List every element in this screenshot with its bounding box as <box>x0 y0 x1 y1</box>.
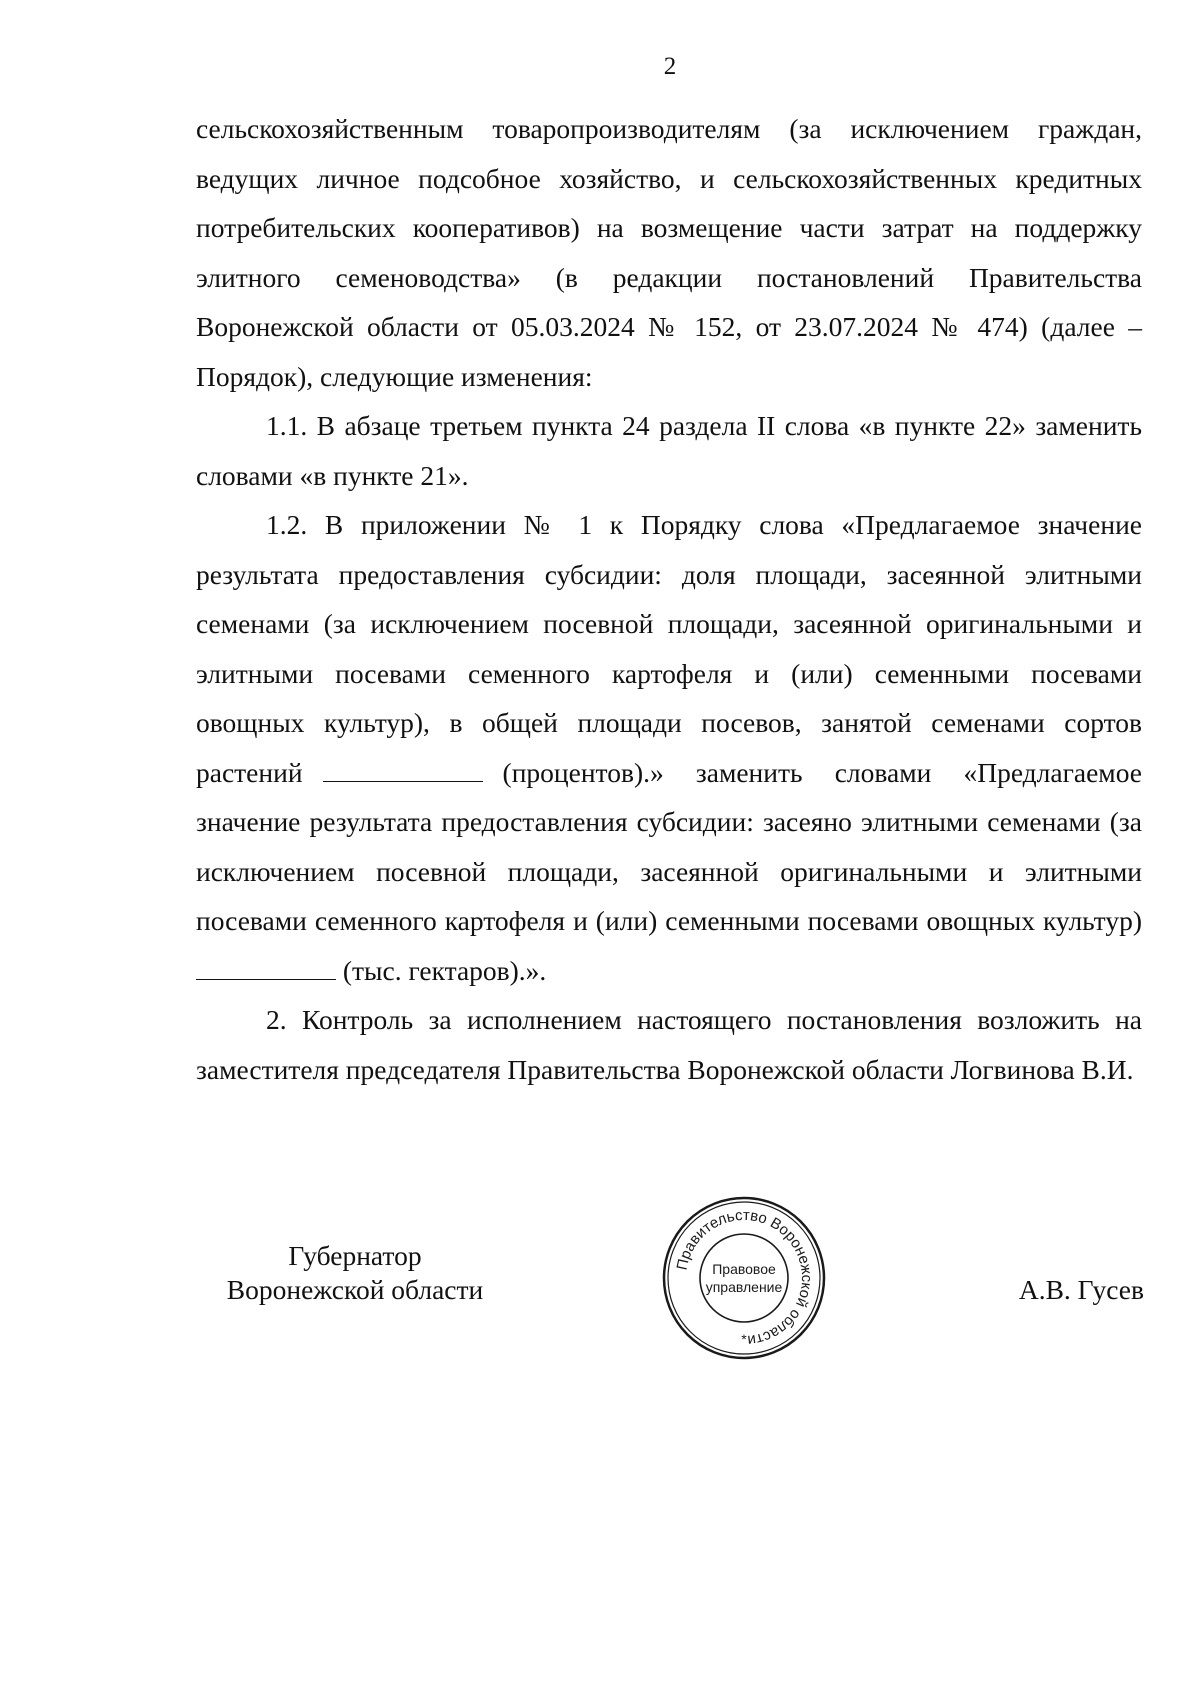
paragraph-continuation: сельскохозяйственным товаропроизводителям (за исключением граждан, ведущих личное подсобное хозяйство, и сельскохозяйственных кредитных потребительских кооперативов) на возмещение части затрат на поддержку элитного семеноводства» (в редакции постановлений Правительства Воронежской области от 05.03.2024 № 152, от 23.07.2024 № 474) (далее – Порядок), следующие изменения: <box>196 113 1142 392</box>
seal-graphic <box>660 1194 828 1362</box>
paragraph-1-2-part1: 1.2. В приложении № 1 к Порядку слова «Предлагаемое значение результата предоставления субсидии: доля площади, засеянной элитными семенами (за исключением посевной площади, засеянной оригинальными и элитными посевами семенного картофеля и (или) семенными посевами овощных культур), в общей площади посевов, занятой семенами сортов растений <box>196 509 1142 788</box>
paragraph-1-2 <box>196 500 1142 995</box>
signature-block <box>0 1206 1200 1365</box>
document-body <box>196 104 1142 1094</box>
signer-title <box>215 1239 495 1307</box>
paragraph-1-2-part2: (процентов).» заменить словами «Предлагаемое значение результата предоставления субсидии: засеяно элитными семенами (за исключением посевной площади, засеянной оригинальными и элитными посевами семенного картофеля и (или) семенными посевами овощных культур) <box>196 756 1142 936</box>
signer-title-line2: Воронежской области <box>226 1274 484 1305</box>
paragraph-1-1: 1.1. В абзаце третьем пункта 24 раздела II слова «в пункте 22» заменить словами «в пункте 21». <box>196 410 1142 491</box>
blank-line-hectares <box>196 957 336 980</box>
seal-center-line2: управление <box>705 1279 783 1295</box>
official-seal-stamp <box>660 1194 828 1362</box>
paragraph-1-2-part3: (тыс. гектаров).». <box>342 954 547 986</box>
signer-title-line1: Губернатор <box>288 1240 422 1271</box>
seal-ring-text: Правительство Воронежской области <box>673 1206 816 1349</box>
seal-star: * <box>741 1331 747 1347</box>
blank-line-percent <box>323 759 483 782</box>
signer-name: А.В. Гусев <box>1018 1274 1144 1305</box>
page-number: 2 <box>663 53 677 80</box>
seal-center-line1: Правовое <box>712 1261 776 1277</box>
paragraph-2: 2. Контроль за исполнением настоящего постановления возложить на заместителя председателя Правительства Воронежской области Логвинова В.И. <box>196 1004 1142 1085</box>
